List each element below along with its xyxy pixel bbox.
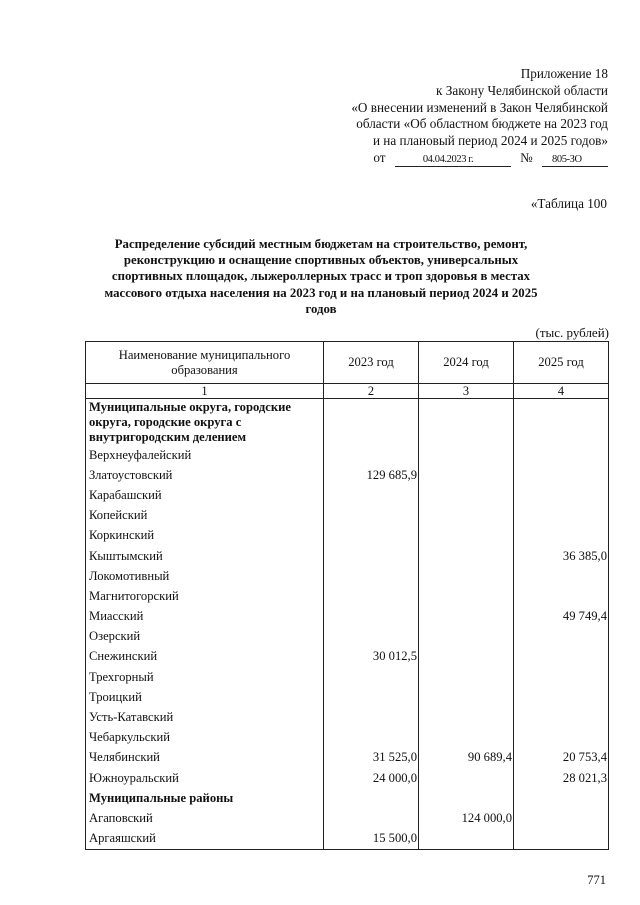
value-2024 (419, 586, 514, 606)
value-2025 (514, 829, 609, 850)
table-row (86, 748, 609, 768)
value-2025 (514, 526, 609, 546)
table-row (86, 445, 609, 465)
table-row (86, 627, 609, 647)
municipality-name: Озерский (86, 627, 324, 647)
value-2025: 28 021,3 (514, 768, 609, 788)
municipality-name: Усть-Катавский (86, 707, 324, 727)
value-2023 (324, 485, 419, 505)
value-2025 (514, 627, 609, 647)
value-2023 (324, 728, 419, 748)
value-2024 (419, 485, 514, 505)
table-row (86, 728, 609, 748)
value-2025: 20 753,4 (514, 748, 609, 768)
municipality-name: Миасский (86, 607, 324, 627)
value-2024 (419, 526, 514, 546)
municipality-name: Локомотивный (86, 566, 324, 586)
value-2023 (324, 707, 419, 727)
table-group-row (86, 399, 609, 446)
units-label: (тыс. рублей) (535, 325, 609, 340)
municipality-name: Муниципальные районы (86, 788, 324, 808)
value-2024 (419, 399, 514, 446)
value-2025 (514, 647, 609, 667)
appendix-block (308, 66, 608, 167)
municipality-name: Агаповский (86, 808, 324, 828)
value-2024 (419, 788, 514, 808)
table-row (86, 485, 609, 505)
appendix-law-line: к Закону Челябинской области (436, 82, 608, 98)
number-label: № (520, 149, 533, 165)
municipality-name: Коркинский (86, 526, 324, 546)
table-row (86, 647, 609, 667)
value-2024 (419, 445, 514, 465)
value-2024 (419, 707, 514, 727)
appendix-date-line (308, 150, 608, 167)
table-row (86, 707, 609, 727)
column-number: 4 (514, 384, 609, 399)
value-2024 (419, 465, 514, 485)
column-number-row (86, 384, 609, 399)
value-2025 (514, 445, 609, 465)
document-heading: Распределение субсидий местным бюджетам на строительство, ремонт, реконструкцию и оснащение спортивных объектов, универсальных спортивных площадок, лыжероллерных трасс и троп здоровья в местах массового отдыха населения на 2023 год и на плановый период 2024 и 2025 годов (104, 237, 538, 316)
value-2025 (514, 399, 609, 446)
law-number: 805-ЗО (542, 154, 608, 167)
header-2024: 2024 год (419, 342, 514, 384)
value-2025 (514, 485, 609, 505)
value-2023 (324, 607, 419, 627)
table-row (86, 586, 609, 606)
appendix-law-name-2: области «Об областном бюджете на 2023 год (356, 116, 608, 132)
value-2025 (514, 788, 609, 808)
value-2023: 15 500,0 (324, 829, 419, 850)
value-2024 (419, 627, 514, 647)
value-2025 (514, 586, 609, 606)
value-2023 (324, 399, 419, 446)
column-number: 2 (324, 384, 419, 399)
municipality-name: Снежинский (86, 647, 324, 667)
value-2025 (514, 707, 609, 727)
value-2024: 124 000,0 (419, 808, 514, 828)
value-2023 (324, 687, 419, 707)
value-2023 (324, 586, 419, 606)
value-2023 (324, 627, 419, 647)
table-row (86, 808, 609, 828)
from-label: от (373, 149, 386, 165)
value-2023: 24 000,0 (324, 768, 419, 788)
table-row (86, 465, 609, 485)
municipality-name: Карабашский (86, 485, 324, 505)
value-2023 (324, 526, 419, 546)
municipality-name: Аргаяшский (86, 829, 324, 850)
municipality-name: Чебаркульский (86, 728, 324, 748)
municipality-name: Челябинский (86, 748, 324, 768)
value-2025 (514, 465, 609, 485)
page-number: 771 (587, 873, 606, 887)
value-2025 (514, 808, 609, 828)
table-row (86, 607, 609, 627)
table-group-row (86, 788, 609, 808)
table-row (86, 829, 609, 850)
value-2025: 49 749,4 (514, 607, 609, 627)
municipality-name: Копейский (86, 506, 324, 526)
table-row (86, 506, 609, 526)
municipality-name: Магнитогорский (86, 586, 324, 606)
header-2023: 2023 год (324, 342, 419, 384)
subsidy-table (85, 341, 609, 850)
table-row (86, 566, 609, 586)
value-2025 (514, 566, 609, 586)
value-2024 (419, 687, 514, 707)
value-2023: 30 012,5 (324, 647, 419, 667)
municipality-name: Трехгорный (86, 667, 324, 687)
table-row (86, 667, 609, 687)
municipality-name: Муниципальные округа, городские округа, городские округа с внутригородским делением (86, 399, 324, 446)
law-date: 04.04.2023 г. (395, 154, 511, 167)
appendix-law-name-3: и на плановый период 2024 и 2025 годов» (372, 133, 608, 149)
municipality-name: Златоустовский (86, 465, 324, 485)
value-2024 (419, 566, 514, 586)
value-2023 (324, 566, 419, 586)
value-2023 (324, 808, 419, 828)
municipality-name: Южноуральский (86, 768, 324, 788)
value-2024 (419, 546, 514, 566)
table-reference: «Таблица 100 (530, 196, 607, 211)
value-2024: 90 689,4 (419, 748, 514, 768)
value-2023 (324, 667, 419, 687)
appendix-law-name-1: «О внесении изменений в Закон Челябинской (351, 99, 608, 115)
column-number: 3 (419, 384, 514, 399)
value-2024 (419, 506, 514, 526)
value-2023: 129 685,9 (324, 465, 419, 485)
value-2024 (419, 728, 514, 748)
value-2024 (419, 768, 514, 788)
value-2025 (514, 667, 609, 687)
value-2024 (419, 607, 514, 627)
appendix-title: Приложение 18 (520, 66, 608, 81)
value-2025: 36 385,0 (514, 546, 609, 566)
table-row (86, 526, 609, 546)
table-row (86, 768, 609, 788)
municipality-name: Верхнеуфалейский (86, 445, 324, 465)
header-2025: 2025 год (514, 342, 609, 384)
value-2024 (419, 647, 514, 667)
value-2023 (324, 445, 419, 465)
value-2024 (419, 667, 514, 687)
header-municipality: Наименование муниципального образования (86, 342, 324, 384)
value-2025 (514, 506, 609, 526)
table-header-row (86, 342, 609, 384)
column-number: 1 (86, 384, 324, 399)
value-2025 (514, 728, 609, 748)
value-2025 (514, 687, 609, 707)
municipality-name: Троицкий (86, 687, 324, 707)
value-2023 (324, 506, 419, 526)
municipality-name: Кыштымский (86, 546, 324, 566)
value-2023 (324, 788, 419, 808)
value-2023 (324, 546, 419, 566)
value-2023: 31 525,0 (324, 748, 419, 768)
table-row (86, 546, 609, 566)
value-2024 (419, 829, 514, 850)
table-row (86, 687, 609, 707)
